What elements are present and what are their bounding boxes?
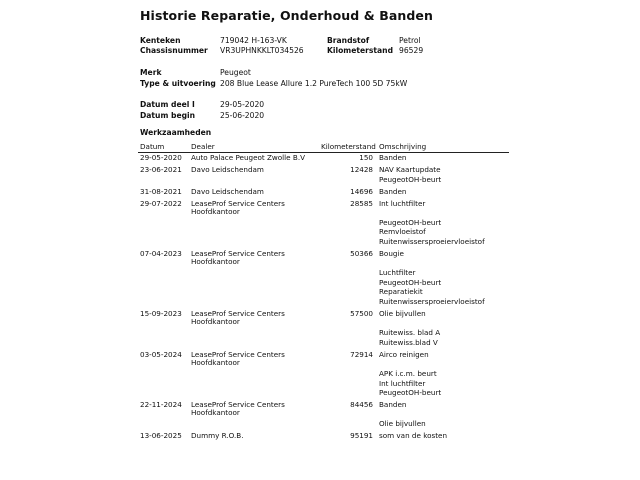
- row-kilometerstand: 50366: [350, 249, 373, 258]
- row-omschrijving-item: Luchtfilter: [379, 268, 416, 278]
- row-omschrijving-item: Airco reinigen: [379, 349, 429, 359]
- row-datum: 03-05-2024: [140, 349, 182, 359]
- col-header-datum: Datum: [140, 142, 165, 151]
- row-omschrijving-item: som van de kosten: [379, 431, 448, 441]
- row-omschrijving-item: PeugeotOH-beurt: [379, 277, 442, 287]
- kilometerstand-value: 96529: [399, 46, 424, 55]
- row-omschrijving-item: Banden: [379, 186, 407, 196]
- row-dealer-line2: Hoofdkantoor: [191, 408, 240, 418]
- datum-begin-label: Datum begin: [140, 111, 196, 120]
- type-label: Type & uitvoering: [140, 79, 216, 88]
- col-header-dealer: Dealer: [191, 142, 215, 151]
- row-omschrijving-item: Ruitenwissersproeiervloeistof: [379, 297, 485, 306]
- datum-deel1-value: 29-05-2020: [220, 100, 265, 109]
- row-datum: 15-09-2023: [140, 309, 182, 318]
- row-datum: 22-11-2024: [140, 400, 182, 410]
- row-datum: 29-05-2020: [140, 153, 182, 162]
- merk-label: Merk: [140, 68, 162, 77]
- row-dealer: LeaseProf Service Centers: [191, 400, 285, 410]
- kilometerstand-label: Kilometerstand: [327, 46, 394, 55]
- row-kilometerstand: 84456: [350, 400, 373, 410]
- datum-begin-value: 25-06-2020: [220, 111, 265, 120]
- col-header-omschrijving: Omschrijving: [379, 142, 427, 151]
- row-datum: 23-06-2021: [140, 165, 182, 174]
- chassis-value: VR3UPHNKKLT034526: [220, 46, 304, 55]
- row-dealer: Auto Palace Peugeot Zwolle B.V: [191, 153, 306, 162]
- row-datum: 31-08-2021: [140, 186, 182, 196]
- row-omschrijving-item: Int luchtfilter: [379, 378, 426, 388]
- row-dealer: LeaseProf Service Centers: [191, 198, 285, 208]
- datum-deel1-label: Datum deel I: [140, 100, 195, 109]
- row-omschrijving-item: Reparatiekit: [379, 287, 423, 297]
- row-dealer-line2: Hoofdkantoor: [191, 357, 240, 367]
- col-header-kilometerstand: Kilometerstand: [321, 142, 376, 151]
- row-omschrijving-item: Int luchtfilter: [379, 198, 426, 208]
- row-kilometerstand: 72914: [350, 349, 373, 359]
- row-dealer-line2: Hoofdkantoor: [191, 206, 240, 216]
- row-omschrijving-item: Bougie: [379, 249, 404, 258]
- row-datum: 07-04-2023: [140, 249, 182, 258]
- row-dealer-line2: Hoofdkantoor: [191, 317, 240, 326]
- row-datum: 29-07-2022: [140, 198, 182, 208]
- row-omschrijving-item: Ruitewiss. blad A: [379, 328, 441, 338]
- kenteken-value: 719042 H-163-VK: [220, 36, 287, 45]
- row-omschrijving-item: PeugeotOH-beurt: [379, 174, 442, 184]
- type-value: 208 Blue Lease Allure 1.2 PureTech 100 5D 75kW: [220, 79, 408, 88]
- row-kilometerstand: 95191: [350, 431, 373, 441]
- brandstof-value: Petrol: [399, 36, 421, 45]
- kenteken-label: Kenteken: [140, 36, 181, 45]
- row-kilometerstand: 150: [359, 153, 373, 162]
- chassis-label: Chassisnummer: [140, 46, 208, 55]
- row-omschrijving-item: PeugeotOH-beurt: [379, 217, 442, 227]
- row-omschrijving-item: NAV Kaartupdate: [379, 165, 441, 174]
- row-datum: 13-06-2025: [140, 431, 182, 441]
- row-omschrijving-item: Banden: [379, 400, 407, 410]
- row-dealer: Dummy R.O.B.: [191, 431, 244, 441]
- row-dealer: LeaseProf Service Centers: [191, 349, 285, 359]
- row-dealer: Davo Leidschendam: [191, 165, 264, 174]
- brandstof-label: Brandstof: [327, 36, 370, 45]
- row-omschrijving-item: Remvloeistof: [379, 227, 426, 237]
- row-dealer-line2: Hoofdkantoor: [191, 257, 240, 266]
- row-omschrijving-item: Banden: [379, 153, 407, 162]
- row-dealer: LeaseProf Service Centers: [191, 249, 285, 258]
- row-omschrijving-item: Olie bijvullen: [379, 419, 426, 429]
- row-omschrijving-item: Ruitenwissersproeiervloeistof: [379, 237, 485, 246]
- row-kilometerstand: 57500: [350, 309, 373, 318]
- werkzaamheden-title: Werkzaamheden: [140, 128, 212, 137]
- row-omschrijving-item: Ruitewiss.blad V: [379, 337, 438, 347]
- row-omschrijving-item: Olie bijvullen: [379, 309, 426, 318]
- row-dealer: Davo Leidschendam: [191, 186, 264, 196]
- row-kilometerstand: 28585: [350, 198, 373, 208]
- row-kilometerstand: 12428: [350, 165, 373, 174]
- row-kilometerstand: 14696: [350, 186, 373, 196]
- row-omschrijving-item: APK i.c.m. beurt: [379, 369, 437, 378]
- row-omschrijving-item: PeugeotOH-beurt: [379, 388, 442, 398]
- merk-value: Peugeot: [220, 68, 251, 77]
- row-dealer: LeaseProf Service Centers: [191, 309, 285, 318]
- page-title: Historie Reparatie, Onderhoud & Banden: [140, 8, 433, 23]
